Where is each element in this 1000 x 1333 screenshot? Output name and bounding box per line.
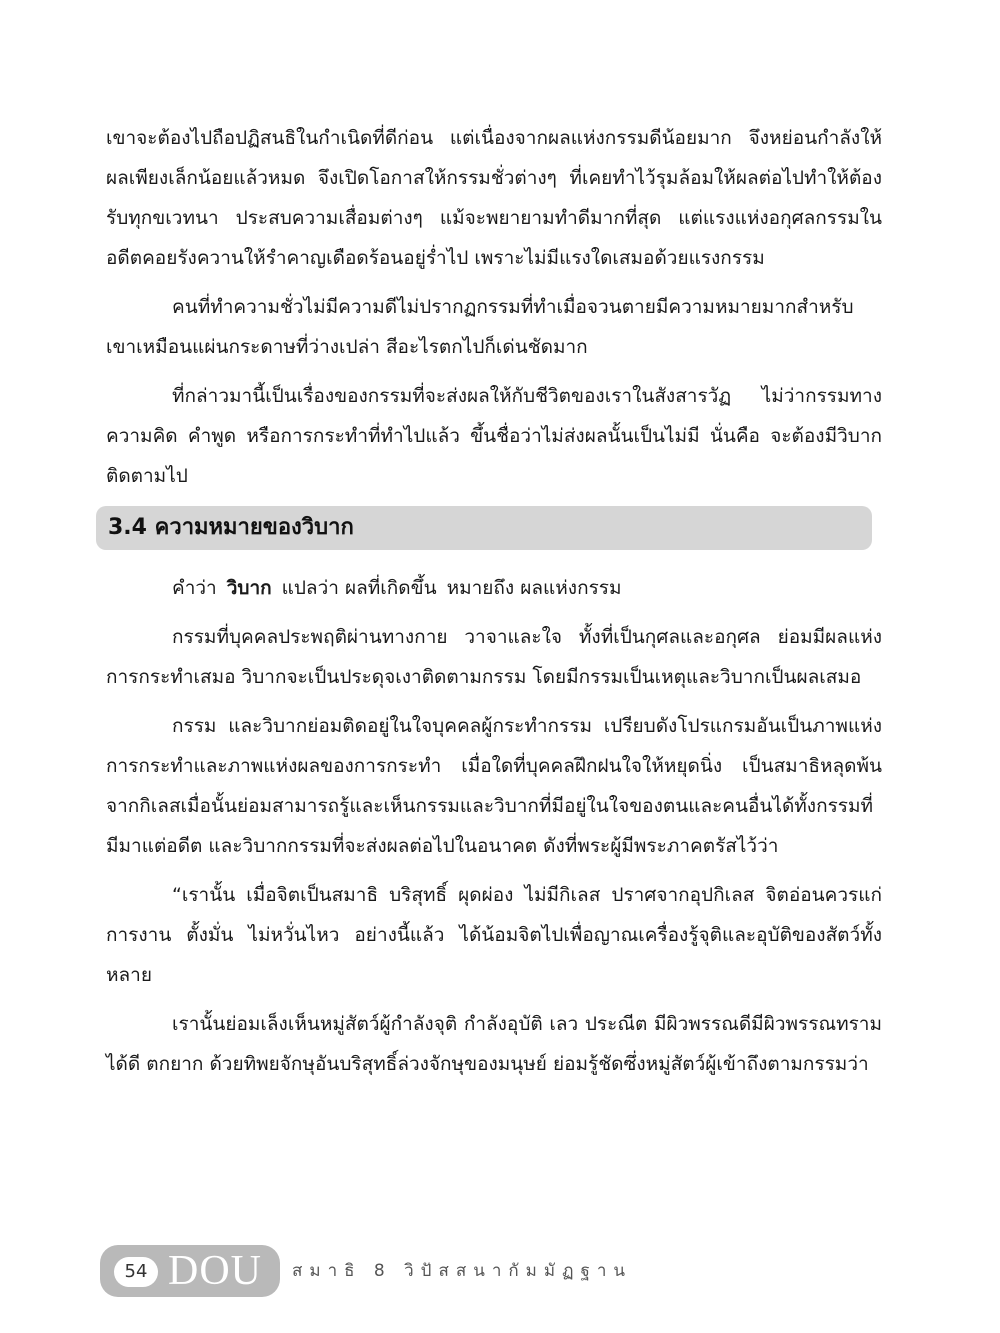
top-text-block xyxy=(106,118,882,505)
quote-paragraph: เรานั้นย่อมเล็งเห็นหมู่สัตว์ผู้กำลังจุติ กำลังอุบัติ เลว ประณีต มีผิวพรรณดีมีผิวพรรณทราม ได้ดี ตกยาก ด้วยทิพยจักษุอันบริสุทธิ์ล่วงจักษุของมนุษย์ ย่อมรู้ชัดซึ่งหมู่สัตว์ผู้เข้าถึงตามกรรมว่า xyxy=(106,1013,882,1075)
paragraph: คนที่ทำความชั่วไม่มีความดีไม่ปรากฏกรรมที่ทำเมื่อจวนตายมีความหมายมากสำหรับเขาเหมือนแผ่นกระดาษที่ว่างเปล่า สีอะไรตกไปก็เด่นชัดมาก xyxy=(106,296,854,358)
paragraph: ที่กล่าวมานี้เป็นเรื่องของกรรมที่จะส่งผลให้กับชีวิตของเราในสังสารวัฏ ไม่ว่ากรรมทางความคิด คำพูด หรือการกระทำที่ทำไปแล้ว ขึ้นชื่อว่าไม่ส่งผลนั้นเป็นไม่มี นั่นคือ จะต้องมีวิบากติดตามไป xyxy=(106,385,882,487)
section-text-block xyxy=(106,568,882,1093)
footer-badge xyxy=(100,1245,280,1297)
quote-paragraph: “เรานั้น เมื่อจิตเป็นสมาธิ บริสุทธิ์ ผุดผ่อง ไม่มีกิเลส ปราศจากอุปกิเลส จิตอ่อนควรแก่การงาน ตั้งมั่น ไม่หวั่นไหว อย่างนี้แล้ว ได้น้อมจิตไปเพื่อญาณเครื่องรู้จุติและอุบัติของสัตว์ทั้งหลาย xyxy=(106,884,882,986)
definition-meaning: แปลว่า ผลที่เกิดขึ้น xyxy=(281,577,437,599)
section-title: 3.4 ความหมายของวิบาก xyxy=(108,515,354,540)
book-title: สมาธิ 8 วิปัสสนากัมมัฏฐาน xyxy=(292,1261,633,1281)
paragraph-continued: เขาจะต้องไปถือปฏิสนธิในกำเนิดที่ดีก่อน แต่เนื่องจากผลแห่งกรรมดีน้อยมาก จึงหย่อนกำลังให้ผลเพียงเล็กน้อยแล้วหมด จึงเปิดโอกาสให้กรรมชั่วต่างๆ ที่เคยทำไว้รุมล้อมให้ผลต่อไปทำให้ต้องรับทุกขเวทนา ประสบความเสื่อมต่างๆ แม้จะพยายามทำดีมากที่สุด แต่แรงแห่งอกุศลกรรมในอดีตคอยรังควานให้รำคาญเดือดร้อนอยู่ร่ำไป เพราะไม่มีแรงใดเสมอด้วยแรงกรรม xyxy=(106,127,882,269)
page-number: 54 xyxy=(114,1257,158,1287)
definition-lead: คำว่า xyxy=(172,577,217,599)
paragraph: กรรม และวิบากย่อมติดอยู่ในใจบุคคลผู้กระทำกรรม เปรียบดังโปรแกรมอันเป็นภาพแห่งการกระทำและภาพแห่งผลของการกระทำ เมื่อใดที่บุคคลฝึกฝนใจให้หยุดนิ่ง เป็นสมาธิหลุดพ้นจากกิเลสเมื่อนั้นย่อมสามารถรู้และเห็นกรรมและวิบากที่มีอยู่ในใจของตนและคนอื่นได้ทั้งกรรมที่มีมาแต่อดีต และวิบากกรรมที่จะส่งผลต่อไปในอนาคต ดังที่พระผู้มีพระภาคตรัสไว้ว่า xyxy=(106,715,882,857)
definition-explanation: หมายถึง ผลแห่งกรรม xyxy=(446,577,622,599)
definition-term: วิบาก xyxy=(226,577,272,599)
page-footer xyxy=(100,1245,640,1301)
section-header-bar xyxy=(96,506,872,550)
brand-logo-text: DOU xyxy=(168,1248,262,1294)
paragraph: กรรมที่บุคคลประพฤติผ่านทางกาย วาจาและใจ ทั้งที่เป็นกุศลและอกุศล ย่อมมีผลแห่งการกระทำเสมอ วิบากจะเป็นประดุจเงาติดตามกรรม โดยมีกรรมเป็นเหตุและวิบากเป็นผลเสมอ xyxy=(106,626,882,688)
definition-line xyxy=(106,568,882,608)
